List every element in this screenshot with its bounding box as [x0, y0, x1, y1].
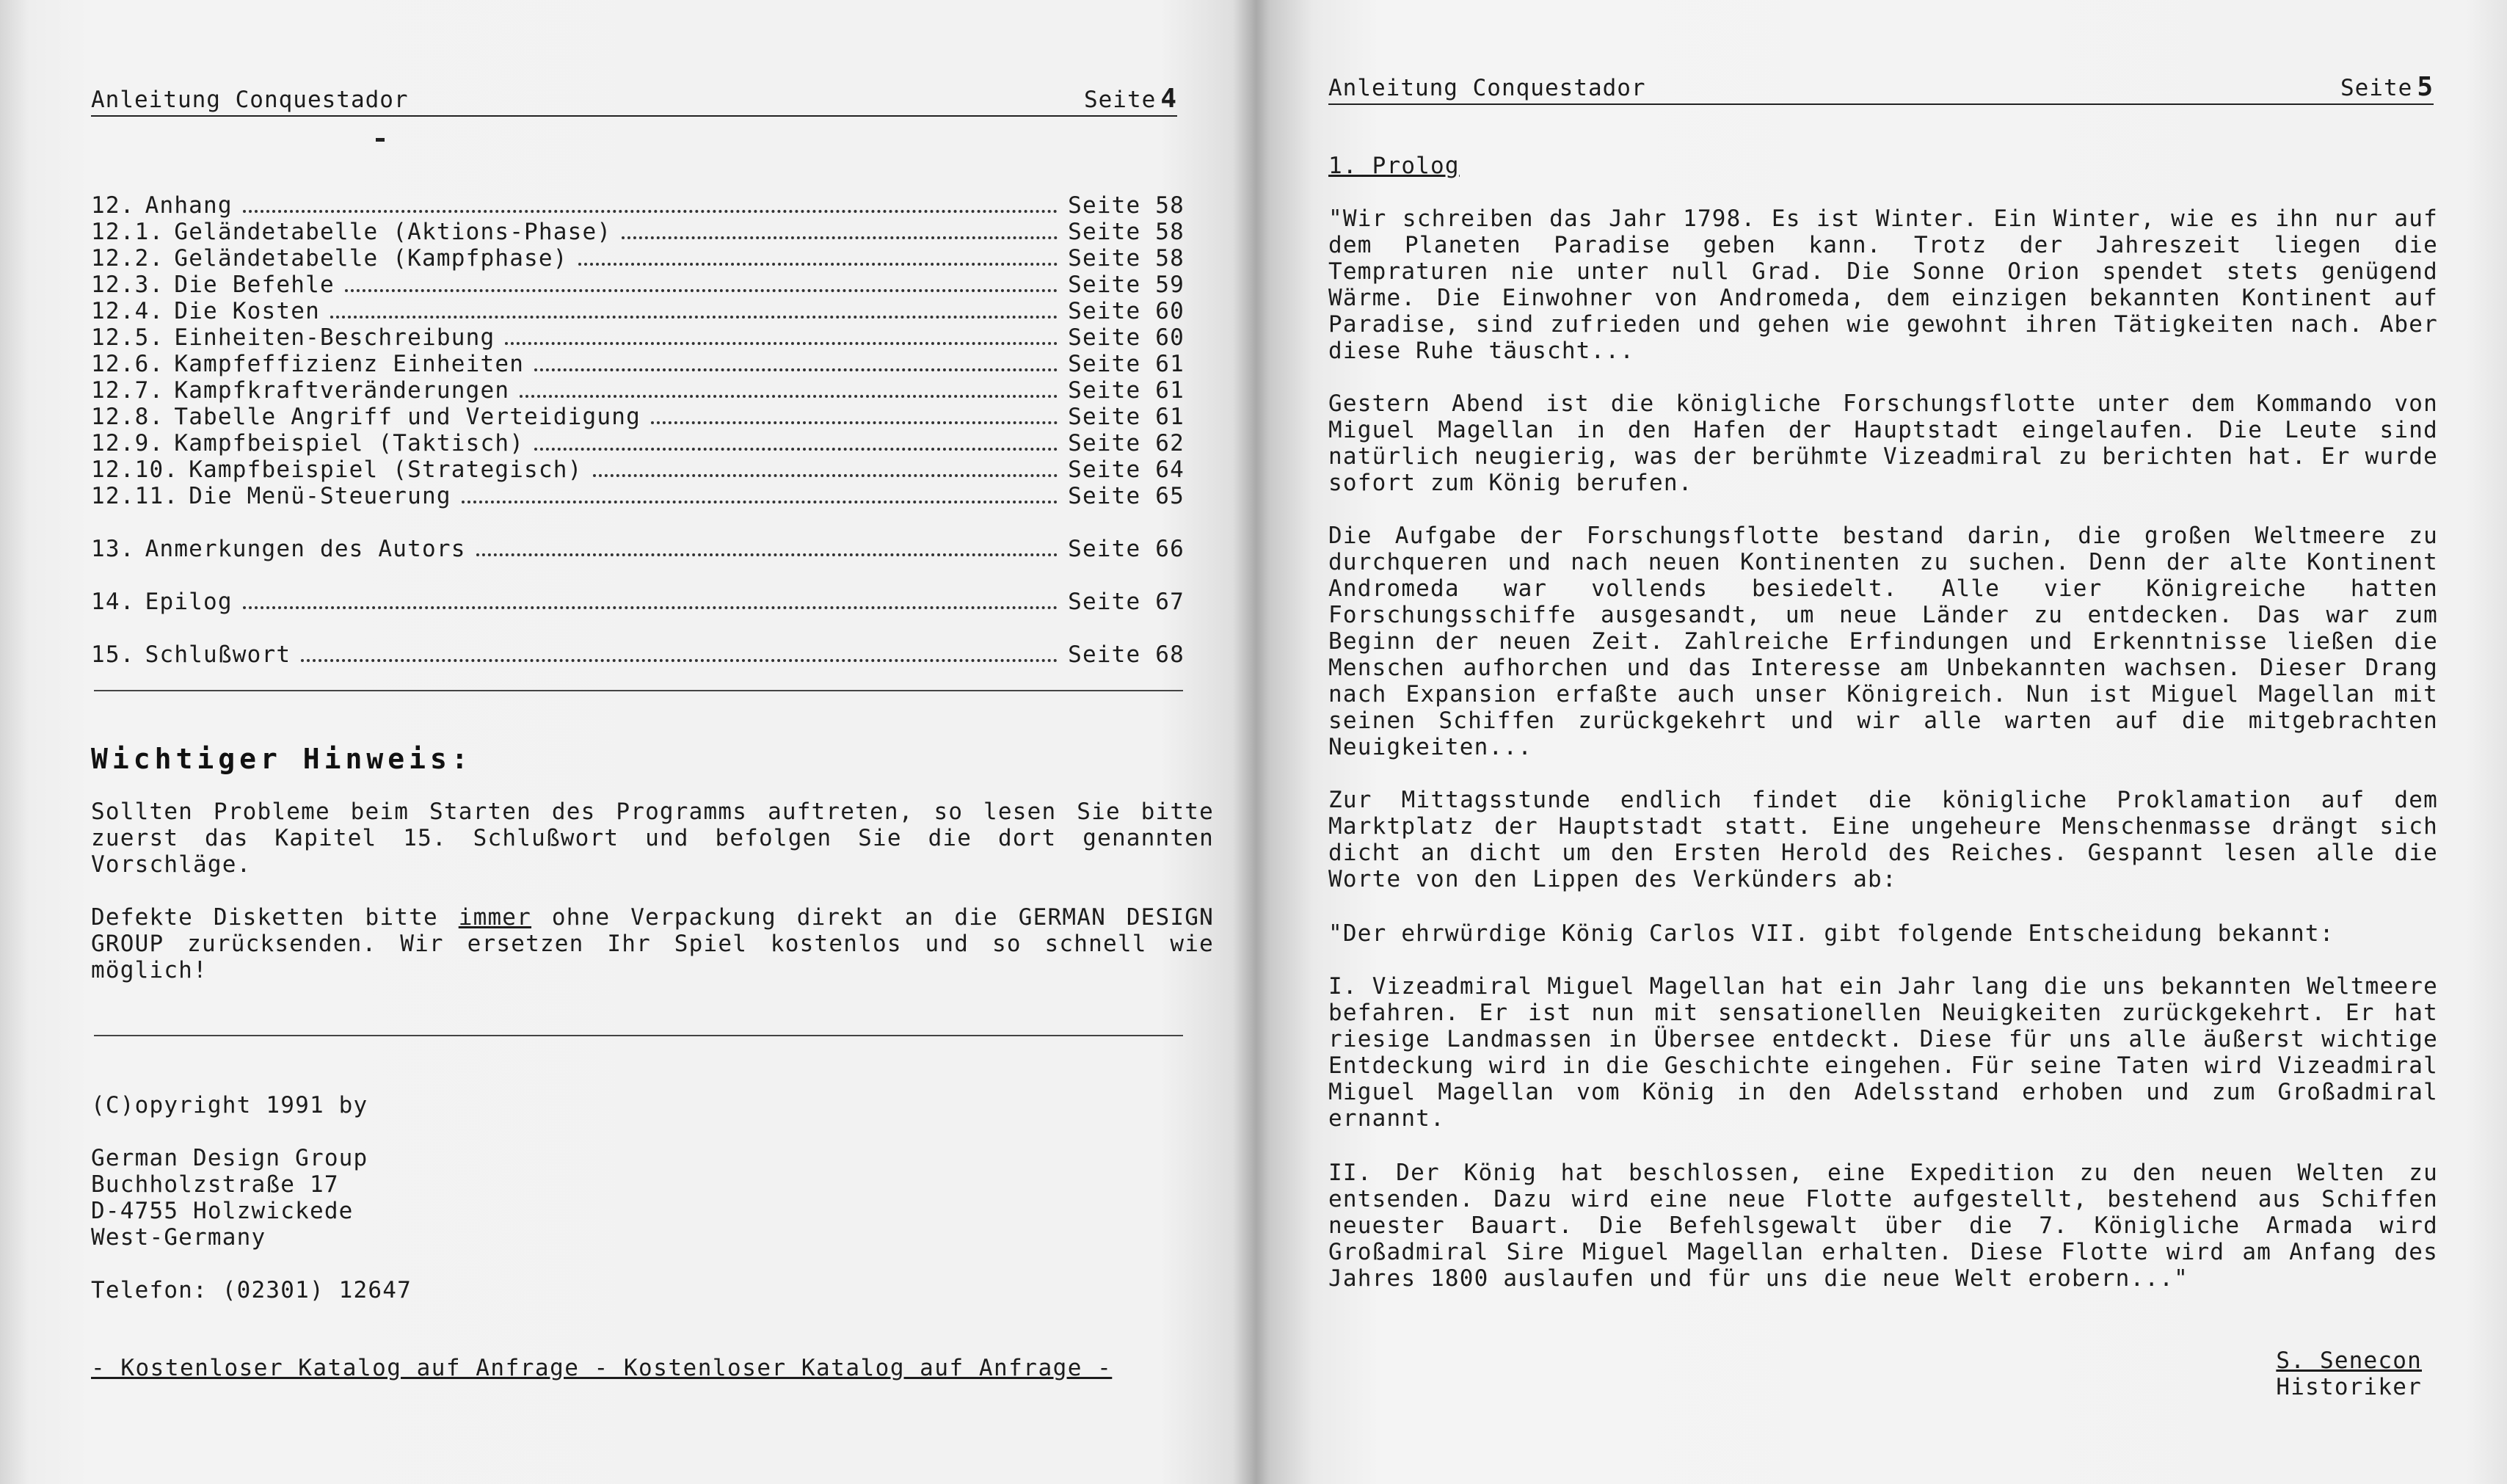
- page-number: 4: [1160, 84, 1177, 114]
- toc-leader: [505, 326, 1058, 345]
- toc-title: Die Kosten: [174, 298, 320, 324]
- header-page-number: [1084, 84, 1177, 114]
- phone-number: Telefon: (02301) 12647: [91, 1277, 412, 1303]
- toc-leader: [651, 405, 1058, 424]
- toc-entry: [91, 483, 1185, 509]
- toc-title: Kampfbeispiel (Taktisch): [174, 430, 525, 457]
- toc-number: 12.8.: [91, 404, 164, 430]
- toc-number: 12.7.: [91, 377, 164, 404]
- toc-entry: [91, 324, 1185, 351]
- signature-name: S. Senecon: [2276, 1347, 2422, 1374]
- toc-entry: [91, 351, 1185, 377]
- toc-number: 12.10.: [91, 457, 179, 483]
- toc-title: Geländetabelle (Aktions-Phase): [174, 219, 612, 245]
- toc-page: Seite 60: [1068, 324, 1185, 351]
- toc-entry: [91, 377, 1185, 404]
- toc-number: 12.3.: [91, 272, 164, 298]
- toc-page: Seite 66: [1068, 536, 1185, 562]
- toc-number: 12.4.: [91, 298, 164, 324]
- underlined-word: immer: [458, 904, 532, 931]
- table-of-contents: [91, 192, 1185, 668]
- address-line: West-Germany: [91, 1224, 266, 1251]
- toc-title: Einheiten-Beschreibung: [174, 324, 495, 351]
- toc-title: Anhang: [145, 192, 233, 219]
- prolog-paragraph: Gestern Abend ist die königliche Forschungsflotte unter dem Kommando von Miguel Magellan in den Hafen der Hauptstadt eingelaufen. Die Leute sind natürlich neugierig, was der berühmte Vizeadmiral zu berichten hat. Er wurde sofort zum König berufen.: [1328, 390, 2438, 496]
- toc-title: Anmerkungen des Autors: [145, 536, 466, 562]
- stray-mark: [376, 138, 385, 142]
- toc-page: Seite 68: [1068, 641, 1185, 668]
- toc-page: Seite 61: [1068, 404, 1185, 430]
- page-label: Seite: [2340, 75, 2413, 101]
- toc-title: Kampfkraftveränderungen: [174, 377, 510, 404]
- header-title: Anleitung Conquestador: [91, 87, 409, 113]
- toc-page: Seite 60: [1068, 298, 1185, 324]
- address-line: D-4755 Holzwickede: [91, 1198, 354, 1224]
- toc-page: Seite 65: [1068, 483, 1185, 509]
- toc-leader: [534, 352, 1058, 371]
- header-page-number: [2340, 72, 2434, 102]
- toc-title: Epilog: [145, 589, 233, 615]
- toc-page: Seite 62: [1068, 430, 1185, 457]
- toc-leader: [243, 590, 1058, 609]
- toc-entry: [91, 589, 1185, 615]
- right-page: [1262, 0, 2507, 1484]
- toc-leader: [330, 299, 1058, 319]
- toc-leader: [593, 458, 1058, 477]
- section-title: 1. Prolog: [1328, 153, 1460, 179]
- toc-title: Schlußwort: [145, 641, 291, 668]
- toc-entry: [91, 430, 1185, 457]
- page-label: Seite: [1083, 87, 1157, 113]
- toc-page: Seite 64: [1068, 457, 1185, 483]
- toc-entry: [91, 245, 1185, 272]
- page-number: 5: [2417, 72, 2434, 102]
- toc-page: Seite 61: [1068, 377, 1185, 404]
- proclamation-intro: "Der ehrwürdige König Carlos VII. gibt folgende Entscheidung bekannt:: [1328, 920, 2335, 947]
- toc-title: Geländetabelle (Kampfphase): [174, 245, 568, 272]
- proclamation-point: I. Vizeadmiral Miguel Magellan hat ein Jahr lang die uns bekannten Weltmeere befahren. Er ist nun mit sensationellen Neuigkeiten zurückgekehrt. Er hat riesige Landmassen in Übersee entdeckt. Diese für uns alle äußerst wichtige Entdeckung wird in die Geschichte eingehen. Für seine Taten wird Vizeadmiral Miguel Magellan vom König in den Adelsstand erhoben und zum Großadmiral ernannt.: [1328, 973, 2438, 1132]
- toc-number: 13.: [91, 536, 135, 562]
- toc-number: 12.6.: [91, 351, 164, 377]
- toc-title: Tabelle Angriff und Verteidigung: [174, 404, 641, 430]
- toc-number: 14.: [91, 589, 135, 615]
- address-block: [91, 1145, 368, 1251]
- header-title: Anleitung Conquestador: [1328, 75, 1646, 101]
- toc-title: Die Menü-Steuerung: [189, 483, 451, 509]
- toc-entry: [91, 219, 1185, 245]
- toc-leader: [301, 643, 1058, 662]
- toc-leader: [476, 537, 1058, 556]
- address-line: Buchholzstraße 17: [91, 1171, 339, 1198]
- toc-page: Seite 67: [1068, 589, 1185, 615]
- toc-number: 12.9.: [91, 430, 164, 457]
- toc-entry: [91, 404, 1185, 430]
- toc-entry: [91, 298, 1185, 324]
- prolog-paragraph: Die Aufgabe der Forschungsflotte bestand darin, die großen Weltmeere zu durchqueren und nach neuen Kontinenten zu suchen. Denn der alte Kontinent Andromeda war vollends besiedelt. Alle vier Königreiche hatten Forschungsschiffe ausgesandt, um neue Länder zu entdecken. Das war zum Beginn der neuen Zeit. Zahlreiche Erfindungen und Erkenntnisse ließen die Menschen aufhorchen und das Interesse am Unbekannten wachsen. Dieser Drang nach Expansion erfaßte auch unser Königreich. Nun ist Miguel Magellan mit seinen Schiffen zurückgekehrt und wir alle warten auf die mitgebrachten Neuigkeiten...: [1328, 523, 2438, 760]
- copyright-notice: (C)opyright 1991 by: [91, 1092, 368, 1119]
- toc-leader: [243, 194, 1058, 213]
- toc-entry: [91, 457, 1185, 483]
- left-page-header: [91, 84, 1177, 117]
- divider: [94, 1035, 1183, 1036]
- toc-entry: [91, 192, 1185, 219]
- toc-leader: [520, 379, 1058, 398]
- signature-role: Historiker: [2276, 1374, 2422, 1400]
- toc-page: Seite 58: [1068, 245, 1185, 272]
- toc-title: Kampfbeispiel (Strategisch): [189, 457, 583, 483]
- prolog-paragraph: "Wir schreiben das Jahr 1798. Es ist Winter. Ein Winter, wie es ihn nur auf dem Planeten Paradise geben kann. Trotz der Jahreszeit liegen die Tempraturen nie unter null Grad. Die Sonne Orion spendet stets genügend Wärme. Die Einwohner von Andromeda, dem einzigen bekannten Kontinent auf Paradise, sind zufrieden und gehen wie gewohnt ihren Tätigkeiten nach. Aber diese Ruhe täuscht...: [1328, 205, 2438, 364]
- toc-entry: [91, 272, 1185, 298]
- notice-heading: Wichtiger Hinweis:: [91, 743, 473, 775]
- signature-block: [2276, 1347, 2422, 1400]
- defect-text: ohne Verpackung direkt an die GERMAN DESIGN GROUP zurücksenden. Wir ersetzen Ihr Spiel kostenlos und so schnell wie möglich!: [91, 904, 1215, 983]
- toc-number: 12.5.: [91, 324, 164, 351]
- toc-leader: [578, 247, 1058, 266]
- divider: [94, 690, 1183, 691]
- notice-paragraph: Sollten Probleme beim Starten des Programms auftreten, so lesen Sie bitte zuerst das Kapitel 15. Schlußwort und befolgen Sie die dort genannten Vorschläge.: [91, 799, 1214, 878]
- prolog-paragraph: Zur Mittagsstunde endlich findet die königliche Proklamation auf dem Marktplatz der Hauptstadt statt. Eine ungeheure Menschenmasse drängt sich dicht an dicht um den Ersten Herold des Reiches. Gespannt lesen alle die Worte von den Lippen des Verkünders ab:: [1328, 787, 2438, 892]
- toc-number: 12.1.: [91, 219, 164, 245]
- toc-number: 15.: [91, 641, 135, 668]
- catalog-banner: - Kostenloser Katalog auf Anfrage - Kostenloser Katalog auf Anfrage -: [91, 1355, 1113, 1381]
- toc-entry: [91, 641, 1185, 668]
- toc-leader: [462, 484, 1058, 503]
- toc-page: Seite 59: [1068, 272, 1185, 298]
- address-line: German Design Group: [91, 1145, 368, 1171]
- defect-paragraph: [91, 904, 1214, 983]
- right-page-header: [1328, 72, 2434, 105]
- toc-page: Seite 61: [1068, 351, 1185, 377]
- toc-number: 12.2.: [91, 245, 164, 272]
- toc-page: Seite 58: [1068, 219, 1185, 245]
- toc-entry: [91, 536, 1185, 562]
- defect-text: Defekte Disketten bitte: [91, 904, 459, 931]
- toc-page: Seite 58: [1068, 192, 1185, 219]
- proclamation-point: II. Der König hat beschlossen, eine Expedition zu den neuen Welten zu entsenden. Dazu wird eine neue Flotte aufgestellt, bestehend aus Schiffen neuester Bauart. Die Befehlsgewalt über die 7. Königliche Armada wird Großadmiral Sire Miguel Magellan erhalten. Diese Flotte wird am Anfang des Jahres 1800 auslaufen und für uns die neue Welt erobern...": [1328, 1160, 2438, 1292]
- toc-leader: [534, 432, 1058, 451]
- toc-number: 12.11.: [91, 483, 179, 509]
- toc-title: Kampfeffizienz Einheiten: [174, 351, 525, 377]
- toc-number: 12.: [91, 192, 135, 219]
- toc-title: Die Befehle: [174, 272, 335, 298]
- toc-leader: [345, 273, 1058, 292]
- toc-leader: [622, 220, 1058, 239]
